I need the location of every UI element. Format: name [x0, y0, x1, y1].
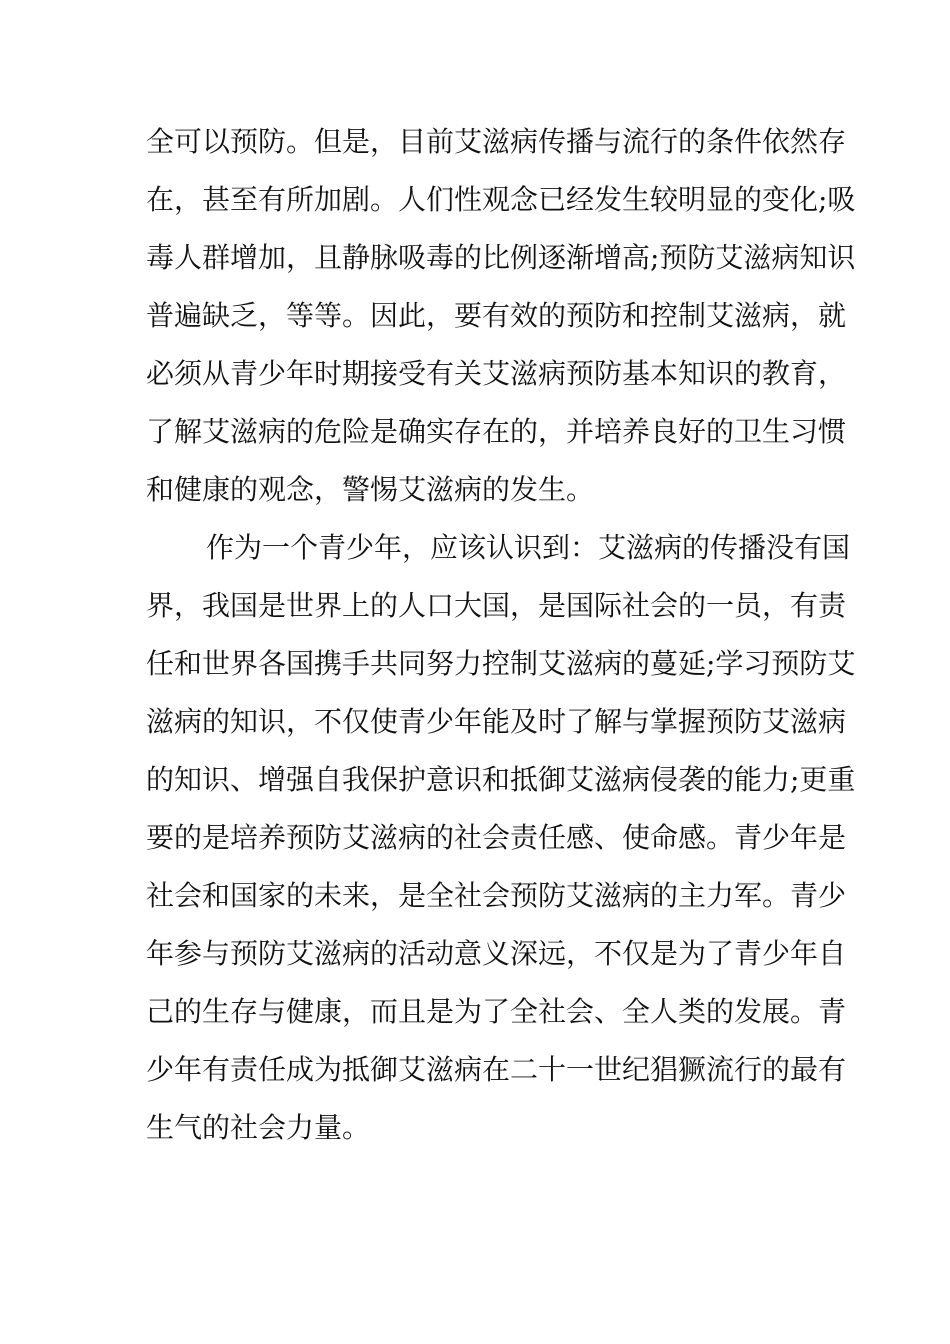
paragraph-2-line-1: 作为一个青少年，应该认识到：艾滋病的传播没有国 — [206, 531, 851, 564]
paragraph-1-line-2: 在，甚至有所加剧。人们性观念已经发生较明显的变化;吸 — [146, 183, 856, 216]
paragraph-2-line-7: 社会和国家的未来，是全社会预防艾滋病的主力军。青少 — [146, 879, 847, 912]
paragraph-2-line-8: 年参与预防艾滋病的活动意义深远，不仅是为了青少年自 — [146, 937, 847, 970]
paragraph-2-line-3: 任和世界各国携手共同努力控制艾滋病的蔓延;学习预防艾 — [146, 647, 856, 680]
paragraph-1-line-3: 毒人群增加，且静脉吸毒的比例逐渐增高;预防艾滋病知识 — [146, 241, 856, 274]
paragraph-2-line-6: 要的是培养预防艾滋病的社会责任感、使命感。青少年是 — [146, 821, 847, 854]
paragraph-1-line-5: 必须从青少年时期接受有关艾滋病预防基本知识的教育， — [146, 357, 847, 390]
paragraph-2-line-5: 的知识、增强自我保护意识和抵御艾滋病侵袭的能力;更重 — [146, 763, 856, 796]
paragraph-1-line-7: 和健康的观念，警惕艾滋病的发生。 — [146, 473, 595, 506]
paragraph-2-line-10: 少年有责任成为抵御艾滋病在二十一世纪猖獗流行的最有 — [146, 1053, 847, 1086]
paragraph-1-line-4: 普遍缺乏，等等。因此，要有效的预防和控制艾滋病，就 — [146, 299, 847, 332]
paragraph-2-line-2: 界，我国是世界上的人口大国，是国际社会的一员，有责 — [146, 589, 847, 622]
paragraph-2-line-4: 滋病的知识，不仅使青少年能及时了解与掌握预防艾滋病 — [146, 705, 847, 738]
paragraph-2-line-11: 生气的社会力量。 — [146, 1111, 371, 1144]
paragraph-1-line-1: 全可以预防。但是，目前艾滋病传播与流行的条件依然存 — [146, 125, 847, 158]
paragraph-1-line-6: 了解艾滋病的危险是确实存在的，并培养良好的卫生习惯 — [146, 415, 847, 448]
paragraph-2-line-9: 己的生存与健康，而且是为了全社会、全人类的发展。青 — [146, 995, 847, 1028]
